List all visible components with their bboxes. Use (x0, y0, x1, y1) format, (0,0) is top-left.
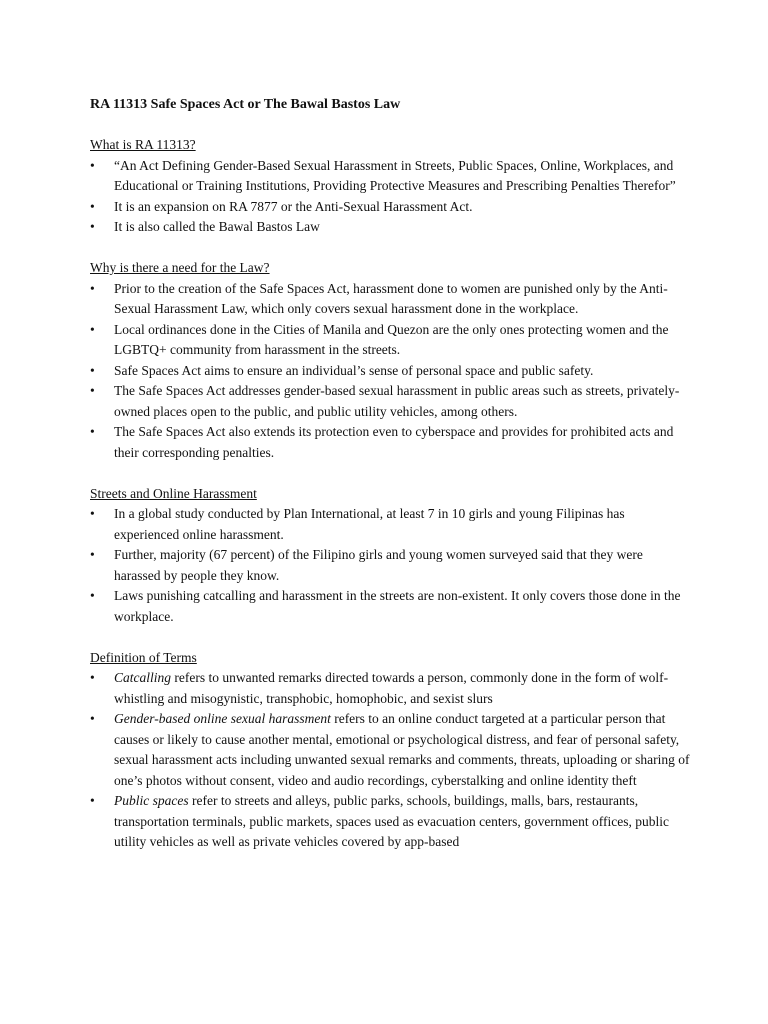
definition-term: Public spaces (114, 793, 189, 808)
list-item (90, 381, 690, 422)
bullet-icon: • (90, 506, 95, 521)
section-heading: Streets and Online Harassment (90, 485, 257, 501)
definition-text: refer to streets and alleys, public parks, schools, buildings, malls, bars, restaurants, transportation terminals, public markets, spaces used as evacuation centers, government offices, public utility vehicles as well as private vehicles covered by app-based (114, 793, 669, 849)
bullet-icon: • (90, 793, 95, 808)
document-page (90, 95, 690, 873)
bullet-list (90, 279, 690, 464)
list-item (90, 217, 690, 238)
definition-item (90, 709, 690, 791)
bullet-icon: • (90, 321, 95, 337)
list-item (90, 545, 690, 586)
list-item-text: Prior to the creation of the Safe Spaces Act, harassment done to women are punished only by the Anti-Sexual Harassment Law, which only covers sexual harassment done in the workplace. (114, 280, 668, 316)
section-heading: Why is there a need for the Law? (90, 260, 270, 275)
bullet-icon: • (90, 670, 95, 685)
bullet-icon: • (90, 362, 95, 378)
list-item-text: Laws punishing catcalling and harassment in the streets are non-existent. It only covers those done in the workplace. (114, 588, 681, 624)
section-streets-online (90, 484, 690, 628)
bullet-icon: • (90, 383, 95, 398)
bullet-icon: • (90, 588, 95, 603)
bullet-icon: • (90, 711, 95, 726)
list-item-text: The Safe Spaces Act also extends its protection even to cyberspace and provides for prohibited acts and their corresponding penalties. (114, 424, 674, 460)
list-item-text: “An Act Defining Gender-Based Sexual Harassment in Streets, Public Spaces, Online, Workplaces, and Educational or Training Institutions, Providing Protective Measures and Prescribing Penalties Therefor” (114, 157, 676, 193)
definition-term: Catcalling (114, 670, 171, 685)
list-item (90, 361, 690, 382)
definition-item (90, 668, 690, 709)
list-item-text: The Safe Spaces Act addresses gender-based sexual harassment in public areas such as streets, privately-owned places open to the public, and public utility vehicles, among others. (114, 383, 680, 419)
section-heading: Definition of Terms (90, 649, 197, 665)
section-what-is (90, 135, 690, 238)
bullet-icon: • (90, 280, 95, 296)
definition-text: refers to an online conduct targeted at a particular person that causes or likely to cause another mental, emotional or psychological distress, and fear of personal safety, sexual harassment acts including unwanted sexual remarks and comments, threats, uploading or sharing of one’s photos without consent, video and audio recordings, cyberstalking and online identity theft (114, 711, 690, 788)
section-why-need (90, 258, 690, 463)
list-item (90, 156, 690, 197)
bullet-icon: • (90, 424, 95, 439)
bullet-list (90, 156, 690, 238)
list-item (90, 197, 690, 218)
list-item (90, 320, 690, 361)
bullet-icon: • (90, 547, 95, 562)
list-item (90, 279, 690, 320)
list-item-text: Further, majority (67 percent) of the Filipino girls and young women surveyed said that they were harassed by people they know. (114, 547, 643, 583)
definition-item (90, 791, 690, 853)
bullet-icon: • (90, 219, 95, 234)
bullet-list (90, 504, 690, 627)
bullet-list (90, 668, 690, 853)
list-item-text: It is also called the Bawal Bastos Law (114, 219, 320, 234)
list-item-text: Local ordinances done in the Cities of Manila and Quezon are the only ones protecting women and the LGBTQ+ community from harassment in the streets. (114, 321, 669, 357)
definition-text: refers to unwanted remarks directed towards a person, commonly done in the form of wolf-whistling and misogynistic, transphobic, homophobic, and sexist slurs (114, 670, 669, 706)
list-item (90, 422, 690, 463)
list-item (90, 504, 690, 545)
section-definitions (90, 648, 690, 853)
list-item-text: Safe Spaces Act aims to ensure an individual’s sense of personal space and public safety. (114, 362, 594, 378)
bullet-icon: • (90, 198, 95, 214)
bullet-icon: • (90, 157, 95, 173)
section-heading: What is RA 11313? (90, 137, 196, 152)
list-item-text: In a global study conducted by Plan International, at least 7 in 10 girls and young Filipinas has experienced online harassment. (114, 506, 625, 542)
definition-term: Gender-based online sexual harassment (114, 711, 331, 726)
list-item-text: It is an expansion on RA 7877 or the Anti-Sexual Harassment Act. (114, 198, 473, 214)
list-item (90, 586, 690, 627)
document-title: RA 11313 Safe Spaces Act or The Bawal Bastos Law (90, 97, 401, 112)
